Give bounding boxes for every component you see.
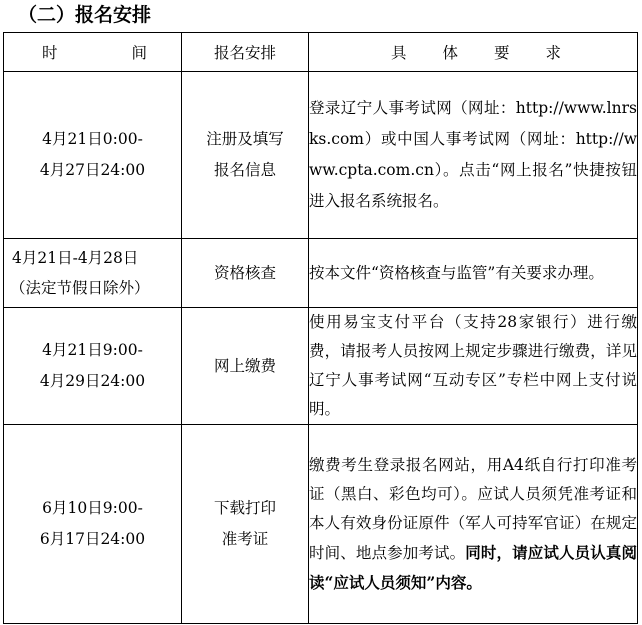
time-cell bbox=[4, 239, 182, 308]
requirement-text: 缴费考生登录报名网站，用A4纸自行打印准考证（黑白、彩色均可）。应试人员须凭准考证和本人有效身份证原件（军人可持军官证）在规定时间、地点参加考试。 bbox=[309, 455, 637, 562]
header-requirements bbox=[309, 33, 638, 72]
requirement-text: 登录辽宁人事考试网（网址：http://www.lnrsks.com）或中国人事考试网（网址：http://www.cpta.com.cn）。点击“网上报名”快捷按钮进入报名系统报名。 bbox=[309, 99, 637, 210]
requirement-cell bbox=[309, 239, 638, 308]
time-line: 4月27日24:00 bbox=[39, 161, 146, 179]
item-line: 下载打印 bbox=[213, 499, 276, 517]
time-cell bbox=[4, 308, 182, 425]
header-req-char-3: 要 bbox=[493, 44, 510, 62]
time-line: （法定节假日除外） bbox=[10, 279, 150, 297]
requirement-text: 使用易宝支付平台（支持28家银行）进行缴费，请报考人员按网上规定步骤进行缴费，详见辽宁人事考试网“互动专区”专栏中网上支付说明。 bbox=[309, 313, 637, 418]
table-row bbox=[4, 308, 638, 425]
table-header-row bbox=[4, 33, 638, 72]
time-line: 4月29日24:00 bbox=[39, 372, 146, 390]
requirement-cell bbox=[309, 425, 638, 624]
time-cell bbox=[4, 425, 182, 624]
header-req-char-1: 具 bbox=[391, 44, 407, 62]
time-line: 6月10日9:00- bbox=[42, 499, 143, 517]
item-cell bbox=[182, 425, 309, 624]
requirement-bold-text: 同时，请应试人员认真阅读“应试人员须知”内容。 bbox=[309, 542, 637, 592]
header-time bbox=[4, 33, 182, 72]
time-line: 6月17日24:00 bbox=[39, 530, 146, 548]
time-cell bbox=[4, 72, 182, 239]
header-req-char-4: 求 bbox=[545, 44, 561, 62]
header-item: 报名安排 bbox=[182, 33, 309, 72]
time-line: 4月21日9:00- bbox=[42, 341, 143, 359]
item-line: 网上缴费 bbox=[213, 356, 276, 375]
requirement-text: 按本文件“资格核查与监管”有关要求办理。 bbox=[309, 263, 604, 282]
item-cell bbox=[182, 72, 309, 239]
registration-schedule-table bbox=[3, 32, 638, 624]
requirement-cell bbox=[309, 308, 638, 425]
item-line: 准考证 bbox=[221, 530, 269, 548]
header-time-char-2: 间 bbox=[131, 44, 147, 62]
item-cell bbox=[182, 308, 309, 425]
header-time-char-1: 时 bbox=[42, 44, 58, 62]
header-req-char-2: 体 bbox=[442, 44, 458, 62]
time-line: 4月21日-4月28日 bbox=[12, 249, 139, 267]
table-row bbox=[4, 239, 638, 308]
item-line: 报名信息 bbox=[213, 161, 276, 179]
item-line: 资格核查 bbox=[213, 263, 276, 282]
item-line: 注册及填写 bbox=[206, 130, 284, 148]
item-cell bbox=[182, 239, 309, 308]
section-title: （二）报名安排 bbox=[18, 4, 152, 26]
table-row bbox=[4, 72, 638, 239]
table-row bbox=[4, 425, 638, 624]
time-line: 4月21日0:00- bbox=[42, 130, 143, 148]
requirement-cell bbox=[309, 72, 638, 239]
